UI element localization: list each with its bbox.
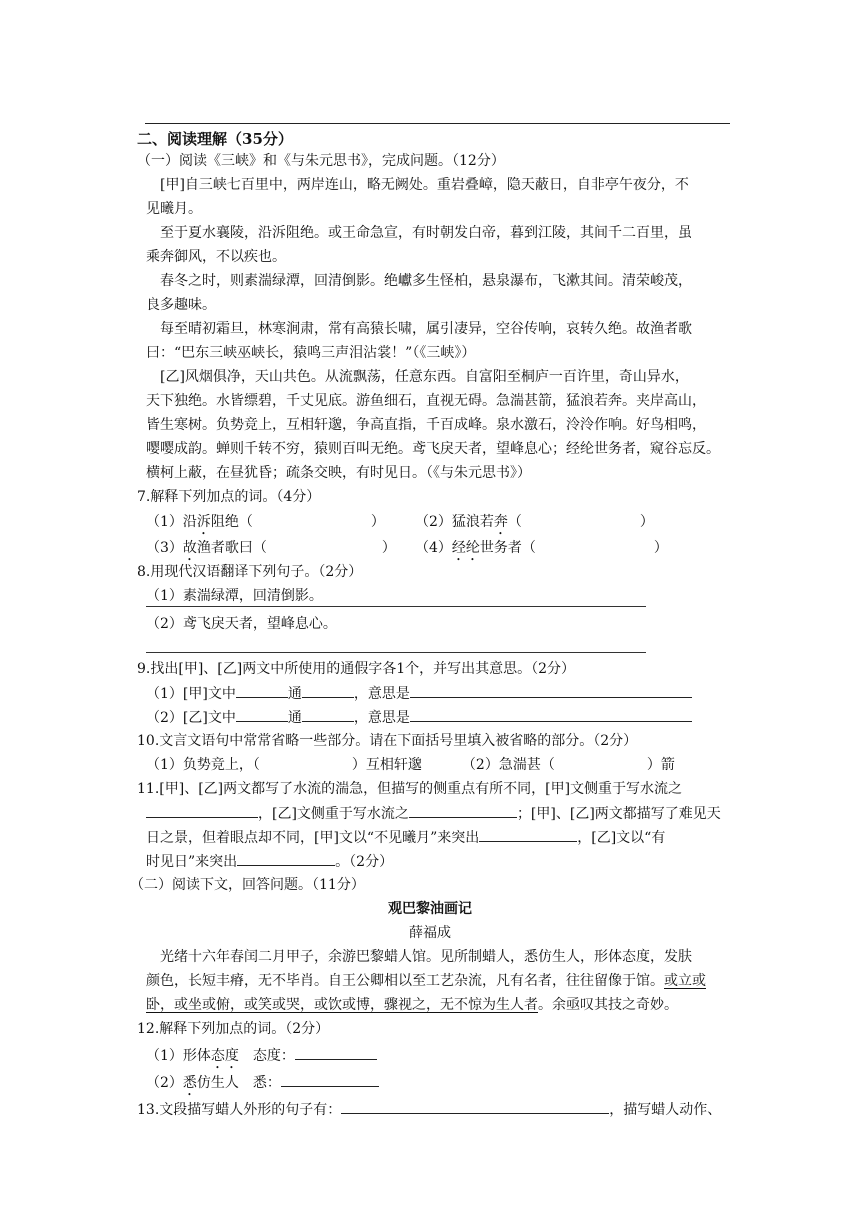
part2-heading: （二）阅读下文，回答问题。（11分） [130,877,365,893]
q7-dotted-word: 经纶 [451,540,480,556]
answer-blank[interactable] [410,684,692,698]
yi-text-line: 皆生寒树。负势竞上，互相轩邈，争高直指，千百成峰。泉水激石，泠泠作响。好鸟相鸣， [146,417,706,433]
q7-item-text: （3） [146,540,183,556]
q7-item-close: ） [370,514,385,530]
q9-label: 通 [287,686,302,702]
q8-sentence-2: （2）鸢飞戾天者，望峰息心。 [146,616,337,632]
yi-text-line: [乙]风烟俱净，天山共色。从流飘荡，任意东西。自富阳至桐庐一百许里，奇山异水， [160,369,689,385]
q7-item-3 [146,539,396,564]
q12-item-text: （1）形体 [146,1048,211,1064]
q11-text: 时见日”来突出 [146,854,238,870]
q11-text: ，[乙]文侧重于写水流之 [258,806,409,822]
q7-item-text: 渔者歌曰（ [196,540,267,556]
underlined-sentence: 卧，或坐或俯，或笑或哭，或饮或博，骤视之，无不惊为生人者 [146,997,538,1013]
jia-text-line: [甲]自三峡七百里中，两岸连山，略无阙处。重岩叠嶂，隐天蔽日，自非亭午夜分，不 [160,177,689,193]
q11-line [146,804,721,823]
q9-stem: 9.找出[甲]、[乙]两文中所使用的通假字各1个，并写出其意思。（2分） [137,661,576,677]
q7-item-text: （ [507,514,522,530]
answer-blank[interactable] [295,1046,377,1060]
q7-item-text: （2）猛浪若 [415,514,494,530]
article-text: 。余亟叹其技之奇妙。 [538,997,678,1013]
jia-text-line: 乘奔御风，不以疾也。 [146,249,286,265]
q7-item-1 [146,513,385,538]
article-title: 观巴黎油画记 [388,901,472,917]
answer-blank[interactable] [302,708,354,722]
q11-text: ；[甲]、[乙]两文都描写了难见天 [516,806,721,822]
q10-item-text: ）互相轩邈 [351,757,422,773]
jia-text-line: 春冬之时，则素湍绿潭，回清倒影。绝巘多生怪柏，悬泉瀑布，飞漱其间。清荣峻茂， [160,273,692,289]
answer-line[interactable] [146,652,646,653]
answer-blank[interactable] [281,1073,379,1087]
article-text-line [146,996,678,1014]
q12-dotted-word: 悉 [182,1075,197,1091]
header-rule [145,123,730,124]
q10-item-text: ）箭 [646,757,675,773]
jia-text-line: 至于夏水襄陵，沿泝阻绝。或王命急宣，有时朝发白帝，暮到江陵，其间千二百里，虽 [160,225,692,241]
article-author: 薛福成 [409,925,451,941]
answer-blank[interactable] [409,804,517,818]
yi-text-line: 横柯上蔽，在昼犹昏；疏条交映，有时见日。（《与朱元思书》） [146,465,531,481]
q7-dotted-word: 奔 [493,514,508,530]
part1-heading: （一）阅读《三峡》和《与朱元思书》，完成问题。（12分） [137,153,505,169]
q7-item-close: ） [639,514,654,530]
q10-item-text: （1）负势竞上，（ [146,757,260,773]
q11-text: 日之景，但着眼点却不同，[甲]文以“不见曦月”来突出 [146,830,480,846]
q9-row-2 [146,708,692,727]
q7-item-close: ） [653,540,668,556]
underlined-sentence: 或立或 [664,973,706,989]
article-text-line [146,972,706,990]
q12-item-text: 仿生人 [196,1075,239,1091]
q9-label: ，意思是 [353,710,410,726]
answer-blank[interactable] [341,1100,609,1114]
q13-text: 13.文段描写蜡人外形的句子有： [137,1102,342,1118]
q10-stem: 10.文言文语句中常常省略一些部分。请在下面括号里填入被省略的部分。（2分） [137,733,638,749]
q12-item-1 [146,1046,377,1072]
q7-item-text: 世务者（ [479,540,536,556]
q7-item-text: （4） [415,540,452,556]
q12-stem: 12.解释下列加点的词。（2分） [137,1021,330,1037]
answer-blank[interactable] [236,684,288,698]
q7-item-text: 阻绝（ [210,514,253,530]
q9-label: 通 [287,710,302,726]
q13-line [137,1100,721,1119]
q11-line [146,828,665,847]
q11-line: 11.[甲]、[乙]两文都写了水流的湍急，但描写的侧重点有所不同，[甲]文侧重于写水流之 [137,781,683,797]
answer-blank[interactable] [302,684,354,698]
answer-blank[interactable] [410,708,692,722]
q12-item-text: 悉： [238,1075,281,1091]
section-title: 二、阅读理解（35分） [137,130,293,148]
yi-text-line: 天下独绝。水皆缥碧，千丈见底。游鱼细石，直视无碍。急湍甚箭，猛浪若奔。夹岸高山， [146,393,706,409]
q7-item-2 [415,513,654,538]
answer-blank[interactable] [479,828,577,842]
answer-blank[interactable] [236,708,288,722]
q7-stem: 7.解释下列加点的词。（4分） [137,489,321,505]
yi-text-line: 嘤嘤成韵。蝉则千转不穷，猿则百叫无绝。鸢飞戾天者，望峰息心；经纶世务者，窥谷忘反。 [146,441,720,457]
q12-dotted-word: 态度 [210,1048,239,1064]
q10-item-text: （2）急湍甚（ [461,757,555,773]
q7-dotted-word: 故 [182,540,197,556]
jia-text-line: 曰：“巴东三峡巫峡长，猿鸣三声泪沾裳！”（《三峡》） [146,345,476,361]
answer-blank[interactable] [146,804,258,818]
q7-dotted-word: 泝 [196,514,211,530]
q11-text: ，[乙]文以“有 [577,830,666,846]
q10-row [146,756,675,774]
answer-blank[interactable] [237,852,335,866]
article-text-line: 光绪十六年春闰二月甲子，余游巴黎蜡人馆。见所制蜡人，悉仿生人，形体态度，发肤 [160,949,692,965]
q7-item-close: ） [381,540,396,556]
q7-item-4 [415,539,668,564]
q7-item-text: （1）沿 [146,514,197,530]
q12-item-2 [146,1073,379,1099]
q8-sentence-1: （1）素湍绿潭，回清倒影。 [146,588,323,604]
jia-text-line: 见曦月。 [146,201,202,217]
jia-text-line: 每至晴初霜旦，林寒涧肃，常有高猿长啸，属引凄异，空谷传响，哀转久绝。故渔者歌 [160,321,692,337]
q12-item-text: （2） [146,1075,183,1091]
q9-row-1 [146,684,692,703]
answer-line[interactable] [146,606,646,607]
jia-text-line: 良多趣味。 [146,297,216,313]
q9-label: （2）[乙]文中 [146,710,236,726]
q9-label: （1）[甲]文中 [146,686,236,702]
q11-line [146,852,393,871]
q13-text: ，描写蜡人动作、 [609,1102,722,1118]
q11-text: 。（2分） [335,854,394,870]
q12-item-text: 态度： [238,1048,295,1064]
q9-label: ，意思是 [353,686,410,702]
article-text: 颜色，长短丰瘠，无不毕肖。自王公卿相以至工艺杂流，凡有名者，往往留像于馆。 [146,973,664,989]
q8-stem: 8.用现代汉语翻译下列句子。（2分） [137,564,363,580]
